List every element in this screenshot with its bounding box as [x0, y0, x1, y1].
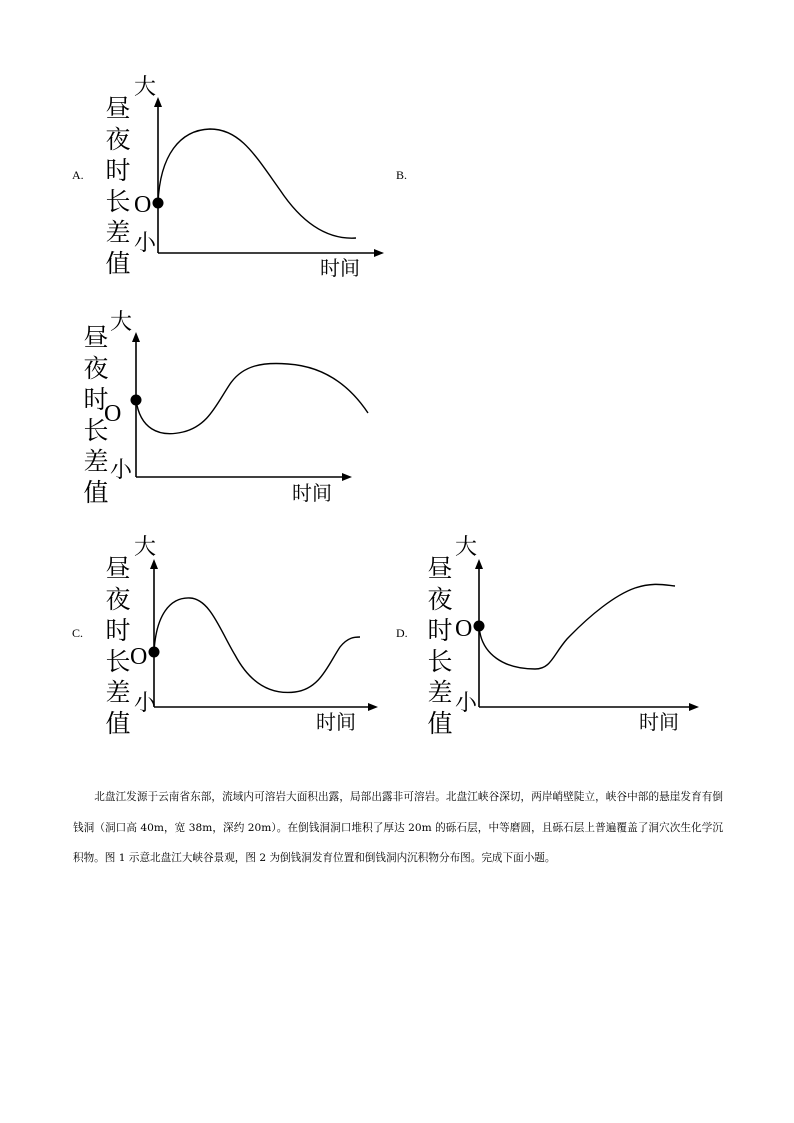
y-axis-label: 昼夜时长差值 [83, 323, 109, 507]
curve-b [136, 363, 368, 433]
y-axis-high-label: 大 [455, 535, 478, 560]
y-axis-high-label: 大 [134, 535, 157, 560]
option-a-label: A. [72, 168, 84, 182]
origin-label: O [134, 192, 152, 218]
y-axis-low-label: 小 [455, 691, 478, 716]
graph-a [100, 75, 500, 315]
x-axis-arrow [374, 249, 384, 257]
y-axis-label: 昼夜时长差值 [105, 94, 131, 278]
y-axis-arrow [132, 332, 140, 342]
graph-d-axes-and-curve [425, 535, 794, 775]
y-axis-arrow [150, 559, 158, 569]
y-axis-label: 昼夜时长差值 [105, 554, 131, 738]
x-axis-label: 时间 [639, 710, 679, 734]
y-axis-low-label: 小 [110, 458, 133, 483]
y-axis-arrow [154, 97, 162, 107]
y-axis-label: 昼夜时长差值 [427, 554, 453, 738]
curve-a [158, 129, 356, 238]
x-axis-arrow [368, 703, 378, 711]
origin-label: O [104, 401, 122, 427]
y-axis-high-label: 大 [110, 310, 133, 335]
y-axis-arrow [475, 559, 483, 569]
x-axis-label: 时间 [292, 481, 332, 505]
start-point [149, 647, 160, 658]
curve-c [154, 598, 360, 692]
x-axis-label: 时间 [316, 710, 356, 734]
option-d-label: D. [396, 626, 408, 640]
y-axis-low-label: 小 [134, 231, 157, 256]
start-point [474, 621, 485, 632]
graph-a-axes-and-curve [100, 75, 500, 315]
y-axis-low-label: 小 [134, 691, 157, 716]
y-axis-high-label: 大 [134, 75, 157, 100]
x-axis-arrow [342, 473, 352, 481]
option-c-label: C. [72, 626, 84, 640]
reading-passage: 北盘江发源于云南省东部，流域内可溶岩大面积出露，局部出露非可溶岩。北盘江峡谷深切，两岸峭壁陡立，峡谷中部的悬崖发育有倒钱洞（洞口高 40m，宽 38m，深约 20m）。在倒钱洞洞口堆积了厚达 20m 的砾石层，中等磨圆，且砾石层上普遍覆盖了洞穴次生化学沉积物。图 1 示意北盘江大峡谷景观，图 2 为倒钱洞发育位置和倒钱洞内沉积物分布图。完成下面小题。 [73, 791, 723, 864]
start-point [131, 395, 142, 406]
curve-d [479, 584, 675, 669]
origin-label: O [130, 644, 148, 670]
graph-d [425, 535, 794, 775]
x-axis-label: 时间 [320, 256, 360, 280]
option-b-label: B. [396, 168, 408, 182]
x-axis-arrow [689, 703, 699, 711]
start-point [153, 198, 164, 209]
graph-b [78, 310, 478, 550]
graph-b-axes-and-curve [78, 310, 478, 550]
origin-label: O [455, 616, 473, 642]
